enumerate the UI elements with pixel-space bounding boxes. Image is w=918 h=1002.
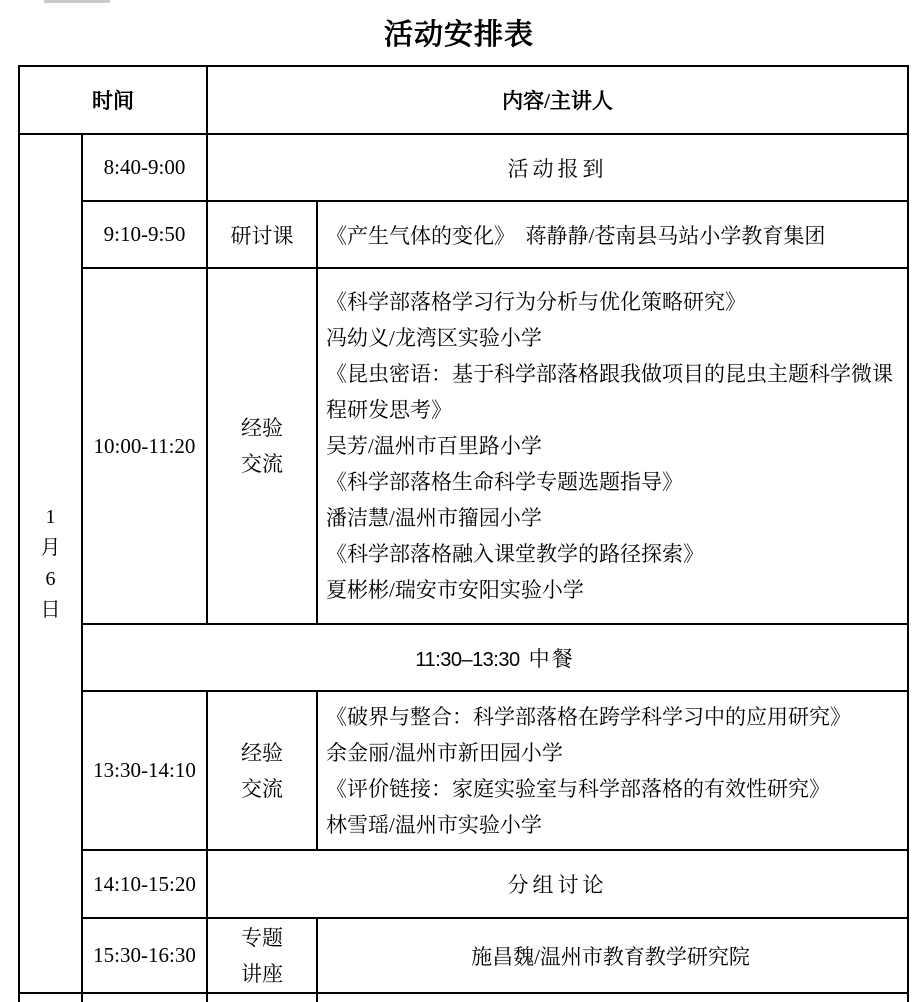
type-cell: 研讨课 bbox=[207, 201, 317, 268]
type-line: 讲座 bbox=[241, 961, 283, 986]
content-line: 《科学部落格生命科学专题选题指导》 bbox=[326, 470, 683, 494]
table-row-partial bbox=[19, 993, 908, 1002]
empty-cell bbox=[317, 993, 908, 1002]
date-cell bbox=[19, 134, 82, 993]
type-cell bbox=[207, 268, 317, 624]
content-line: 余金丽/温州市新田园小学 bbox=[326, 740, 563, 765]
content-line: 《昆虫密语：基于科学部落格跟我做项目的昆虫主题科学微课程研发思考》 bbox=[326, 362, 893, 422]
type-line: 交流 bbox=[241, 776, 283, 801]
date-char: 日 bbox=[40, 598, 61, 621]
lunch-time: 11:30–13:30 bbox=[415, 648, 520, 671]
time-cell: 8:40-9:00 bbox=[82, 134, 207, 201]
content-line: 《科学部落格融入课堂教学的路径探索》 bbox=[326, 542, 704, 566]
time-cell: 13:30-14:10 bbox=[82, 691, 207, 850]
table-header-row bbox=[19, 66, 908, 134]
content-line: 林雪瑶/温州市实验小学 bbox=[326, 812, 542, 837]
table-row-morning-exchange bbox=[19, 268, 908, 624]
time-cell: 9:10-9:50 bbox=[82, 201, 207, 268]
type-line: 交流 bbox=[241, 452, 283, 476]
time-cell: 14:10-15:20 bbox=[82, 850, 207, 918]
empty-cell bbox=[19, 993, 82, 1002]
type-cell bbox=[207, 691, 317, 850]
content-line: 吴芳/温州市百里路小学 bbox=[326, 434, 542, 458]
table-row-registration bbox=[19, 134, 908, 201]
empty-cell bbox=[82, 993, 207, 1002]
type-line: 经验 bbox=[241, 740, 283, 765]
type-line: 经验 bbox=[241, 416, 283, 440]
activity-cell: 分组讨论 bbox=[207, 850, 908, 918]
date-char: 1 bbox=[45, 505, 56, 528]
lunch-cell bbox=[82, 624, 908, 691]
empty-cell bbox=[207, 993, 317, 1002]
content-cell bbox=[317, 691, 908, 850]
type-line: 专题 bbox=[241, 925, 283, 950]
content-cell bbox=[317, 268, 908, 624]
table-row-lecture bbox=[19, 918, 908, 993]
activity-cell: 活动报到 bbox=[207, 134, 908, 201]
table-row-afternoon-exchange bbox=[19, 691, 908, 850]
table-row-seminar bbox=[19, 201, 908, 268]
date-char: 月 bbox=[40, 536, 61, 559]
lunch-label: 中餐 bbox=[528, 646, 575, 671]
table-row-lunch bbox=[19, 624, 908, 691]
content-line: 潘洁慧/温州市籀园小学 bbox=[326, 506, 542, 530]
content-line: 《破界与整合：科学部落格在跨学科学习中的应用研究》 bbox=[326, 704, 851, 729]
time-cell: 10:00-11:20 bbox=[82, 268, 207, 624]
header-time: 时间 bbox=[19, 66, 207, 134]
table-row-group-discussion bbox=[19, 850, 908, 918]
header-content: 内容/主讲人 bbox=[207, 66, 908, 134]
type-cell bbox=[207, 918, 317, 993]
schedule-table bbox=[18, 65, 909, 1002]
content-line: 《科学部落格学习行为分析与优化策略研究》 bbox=[326, 290, 746, 314]
content-cell: 《产生气体的变化》 蒋静静/苍南县马站小学教育集团 bbox=[317, 201, 908, 268]
date-char: 6 bbox=[45, 567, 56, 590]
scrollbar-fragment bbox=[44, 0, 110, 3]
time-cell: 15:30-16:30 bbox=[82, 918, 207, 993]
content-line: 冯幼义/龙湾区实验小学 bbox=[326, 326, 542, 350]
page-title: 活动安排表 bbox=[383, 19, 534, 51]
content-line: 夏彬彬/瑞安市安阳实验小学 bbox=[326, 578, 584, 602]
content-cell: 施昌魏/温州市教育教学研究院 bbox=[317, 918, 908, 993]
content-line: 《评价链接：家庭实验室与科学部落格的有效性研究》 bbox=[326, 776, 830, 801]
